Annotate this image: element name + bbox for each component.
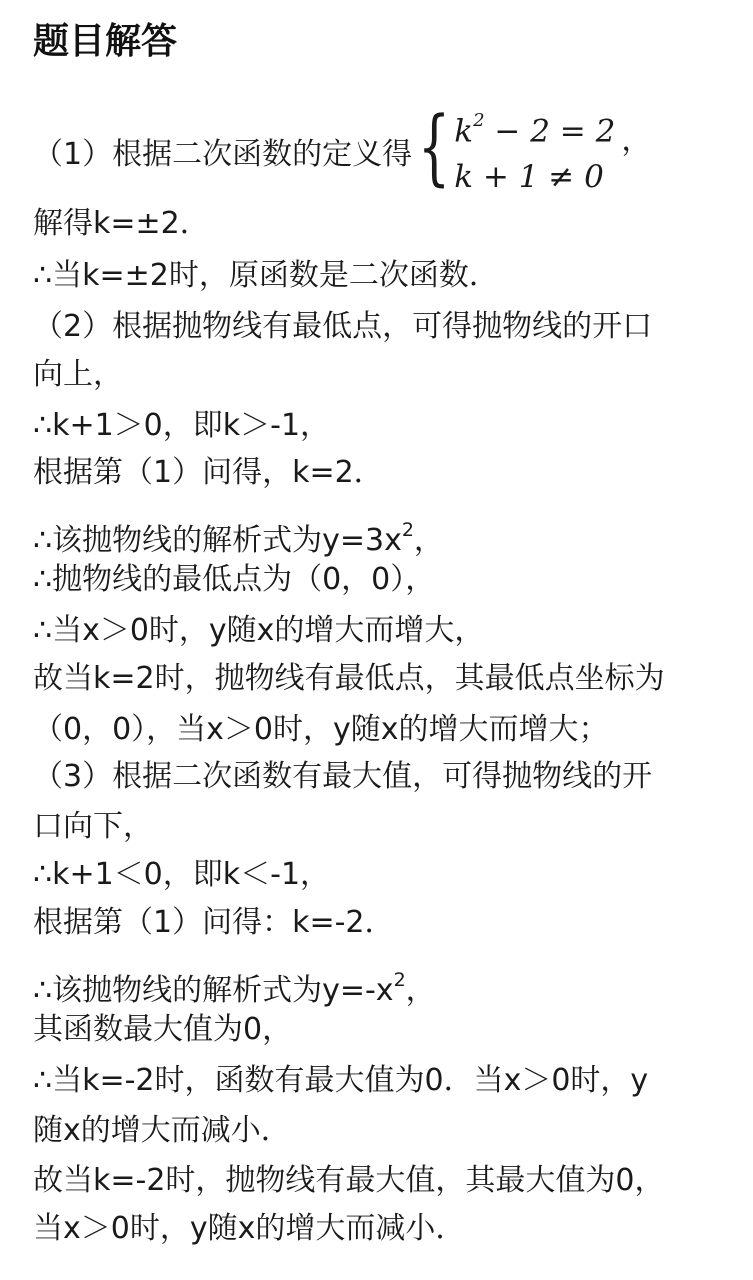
line-19: 随x的增大而减小． [33,1113,291,1148]
line-11: （0，0），当x＞0时，y随x的增大而增大； [33,712,609,747]
equation-system [454,102,615,200]
line-3: （2）根据抛物线有最低点，可得抛物线的开口 [33,309,653,344]
line-12: （3）根据二次函数有最大值，可得抛物线的开 [33,759,653,794]
part1-intro: （1）根据二次函数的定义得 [33,137,413,172]
line-16: ∴该抛物线的解析式为$y=-x^2$， [33,969,436,1008]
line-7: ∴该抛物线的解析式为$y=3x^2$， [33,519,444,558]
page-title: 题目解答 [33,21,178,62]
line-6: 根据第（1）问得，k=2． [33,455,384,490]
equation-2: k + 1 ≠ 0 [454,159,604,196]
line-5: ∴k+1＞0，即k＞-1， [33,408,331,443]
line-18: ∴当k=-2时，函数有最大值为0．当x＞0时，y [33,1063,649,1098]
equation-1: $k^2 - 2 = 2$ [454,109,616,150]
line-8: ∴抛物线的最低点为（0，0）， [33,562,436,597]
line-15: 根据第（1）问得：k=-2． [33,905,395,940]
line-4: 向上， [33,357,123,392]
line-10: 故当k=2时，抛物线有最低点，其最低点坐标为 [33,661,665,696]
line-9: ∴当x＞0时，y随x的增大而增大， [33,613,485,648]
equation-tail: ， [621,123,652,158]
line-13: 口向下， [33,809,153,844]
line-20: 故当k=-2时，抛物线有最大值，其最大值为0， [33,1163,665,1198]
line-1: 解得k=±2． [33,206,210,241]
left-brace: { [418,100,451,195]
line-2: ∴当k=±2时，原函数是二次函数． [33,258,499,293]
line-14: ∴k+1＜0，即k＜-1， [33,857,331,892]
line-21: 当x＞0时，y随x的增大而减小． [33,1211,466,1246]
line-17: 其函数最大值为0， [33,1012,293,1047]
equation-system-line [33,100,652,199]
